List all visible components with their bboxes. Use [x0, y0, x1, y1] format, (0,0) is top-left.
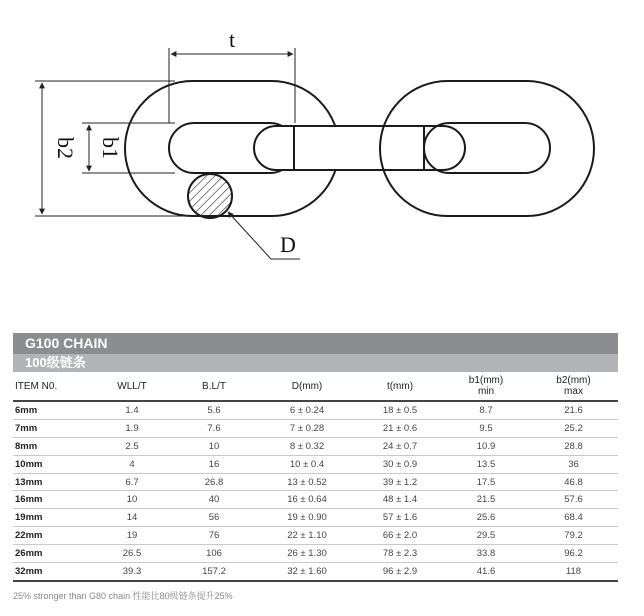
cell-item: 8mm	[13, 437, 93, 455]
cell-bl: 56	[171, 509, 257, 527]
header-b2-sub: max	[564, 386, 583, 397]
cell-t: 78 ± 2.3	[357, 545, 443, 563]
label-d: D	[280, 232, 296, 257]
cell-b1: 10.9	[443, 437, 529, 455]
label-b2: b2	[53, 137, 78, 159]
cell-wll: 19	[93, 527, 171, 545]
label-b1: b1	[98, 137, 123, 159]
dimension-t	[169, 27, 295, 123]
table-title: G100 CHAIN	[13, 333, 618, 354]
cell-bl: 26.8	[171, 473, 257, 491]
header-t: t(mm)	[357, 372, 443, 401]
cell-b1: 8.7	[443, 401, 529, 419]
cell-b2: 118	[529, 563, 618, 581]
cell-b2: 46.8	[529, 473, 618, 491]
table-row	[13, 437, 618, 455]
cell-b2: 57.6	[529, 491, 618, 509]
cell-t: 39 ± 1.2	[357, 473, 443, 491]
cell-b2: 36	[529, 455, 618, 473]
cell-d: 13 ± 0.52	[257, 473, 357, 491]
cell-d: 26 ± 1.30	[257, 545, 357, 563]
table-row	[13, 563, 618, 581]
cell-item: 26mm	[13, 545, 93, 563]
cell-bl: 106	[171, 545, 257, 563]
dimension-d	[228, 212, 300, 259]
cell-bl: 7.6	[171, 419, 257, 437]
cell-item: 32mm	[13, 563, 93, 581]
cell-item: 6mm	[13, 401, 93, 419]
cell-t: 30 ± 0.9	[357, 455, 443, 473]
cell-t: 48 ± 1.4	[357, 491, 443, 509]
cell-b1: 41.6	[443, 563, 529, 581]
cell-b1: 33.8	[443, 545, 529, 563]
table-header-row	[13, 372, 618, 401]
cell-wll: 1.9	[93, 419, 171, 437]
header-wll: WLL/T	[93, 372, 171, 401]
cell-t: 57 ± 1.6	[357, 509, 443, 527]
cell-d: 22 ± 1.10	[257, 527, 357, 545]
cell-item: 19mm	[13, 509, 93, 527]
spec-table-block	[13, 333, 618, 582]
cell-d: 6 ± 0.24	[257, 401, 357, 419]
header-b1	[443, 372, 529, 401]
cell-wll: 26.5	[93, 545, 171, 563]
cell-bl: 157.2	[171, 563, 257, 581]
table-row	[13, 473, 618, 491]
cell-t: 21 ± 0.6	[357, 419, 443, 437]
cell-b2: 28.8	[529, 437, 618, 455]
cell-wll: 2.5	[93, 437, 171, 455]
table-row	[13, 491, 618, 509]
cell-d: 32 ± 1.60	[257, 563, 357, 581]
dimension-b1	[82, 123, 175, 173]
header-b1-label: b1(mm)	[468, 375, 504, 386]
cell-wll: 14	[93, 509, 171, 527]
cell-b1: 21.5	[443, 491, 529, 509]
table-subtitle: 100级链条	[13, 354, 618, 372]
cell-d: 19 ± 0.90	[257, 509, 357, 527]
table-row	[13, 401, 618, 419]
header-b1-sub: min	[477, 386, 495, 397]
cell-item: 13mm	[13, 473, 93, 491]
cell-bl: 5.6	[171, 401, 257, 419]
cell-wll: 1.4	[93, 401, 171, 419]
cell-wll: 39.3	[93, 563, 171, 581]
table-row	[13, 527, 618, 545]
cell-t: 24 ± 0.7	[357, 437, 443, 455]
wire-cross-section	[188, 174, 232, 218]
header-b2-label: b2(mm)	[556, 375, 591, 386]
cell-item: 22mm	[13, 527, 93, 545]
cell-b1: 25.6	[443, 509, 529, 527]
cell-bl: 10	[171, 437, 257, 455]
header-d: D(mm)	[257, 372, 357, 401]
cell-bl: 40	[171, 491, 257, 509]
cell-d: 16 ± 0.64	[257, 491, 357, 509]
cell-bl: 16	[171, 455, 257, 473]
cell-t: 18 ± 0.5	[357, 401, 443, 419]
cell-b1: 17.5	[443, 473, 529, 491]
cell-b2: 21.6	[529, 401, 618, 419]
spec-table	[13, 372, 618, 582]
cell-bl: 76	[171, 527, 257, 545]
table-row	[13, 545, 618, 563]
cell-t: 96 ± 2.9	[357, 563, 443, 581]
cell-d: 10 ± 0.4	[257, 455, 357, 473]
cell-b1: 9.5	[443, 419, 529, 437]
cell-d: 7 ± 0.28	[257, 419, 357, 437]
cell-item: 7mm	[13, 419, 93, 437]
cell-t: 66 ± 2.0	[357, 527, 443, 545]
cell-b2: 68.4	[529, 509, 618, 527]
table-row	[13, 455, 618, 473]
label-t: t	[228, 27, 236, 52]
header-item: ITEM N0.	[13, 372, 93, 401]
cell-b2: 25.2	[529, 419, 618, 437]
chain-link-middle	[254, 126, 465, 170]
chain-link-diagram	[0, 0, 644, 290]
cell-b2: 79.2	[529, 527, 618, 545]
cell-item: 16mm	[13, 491, 93, 509]
header-bl: B.L/T	[171, 372, 257, 401]
cell-d: 8 ± 0.32	[257, 437, 357, 455]
header-b2	[529, 372, 618, 401]
cell-b2: 96.2	[529, 545, 618, 563]
table-row	[13, 419, 618, 437]
cell-b1: 13.5	[443, 455, 529, 473]
cell-item: 10mm	[13, 455, 93, 473]
cell-wll: 6.7	[93, 473, 171, 491]
cell-b1: 29.5	[443, 527, 529, 545]
table-row	[13, 509, 618, 527]
footnote: 25% stronger than G80 chain 性能比80级链条提升25%	[13, 591, 233, 601]
cell-wll: 4	[93, 455, 171, 473]
cell-wll: 10	[93, 491, 171, 509]
